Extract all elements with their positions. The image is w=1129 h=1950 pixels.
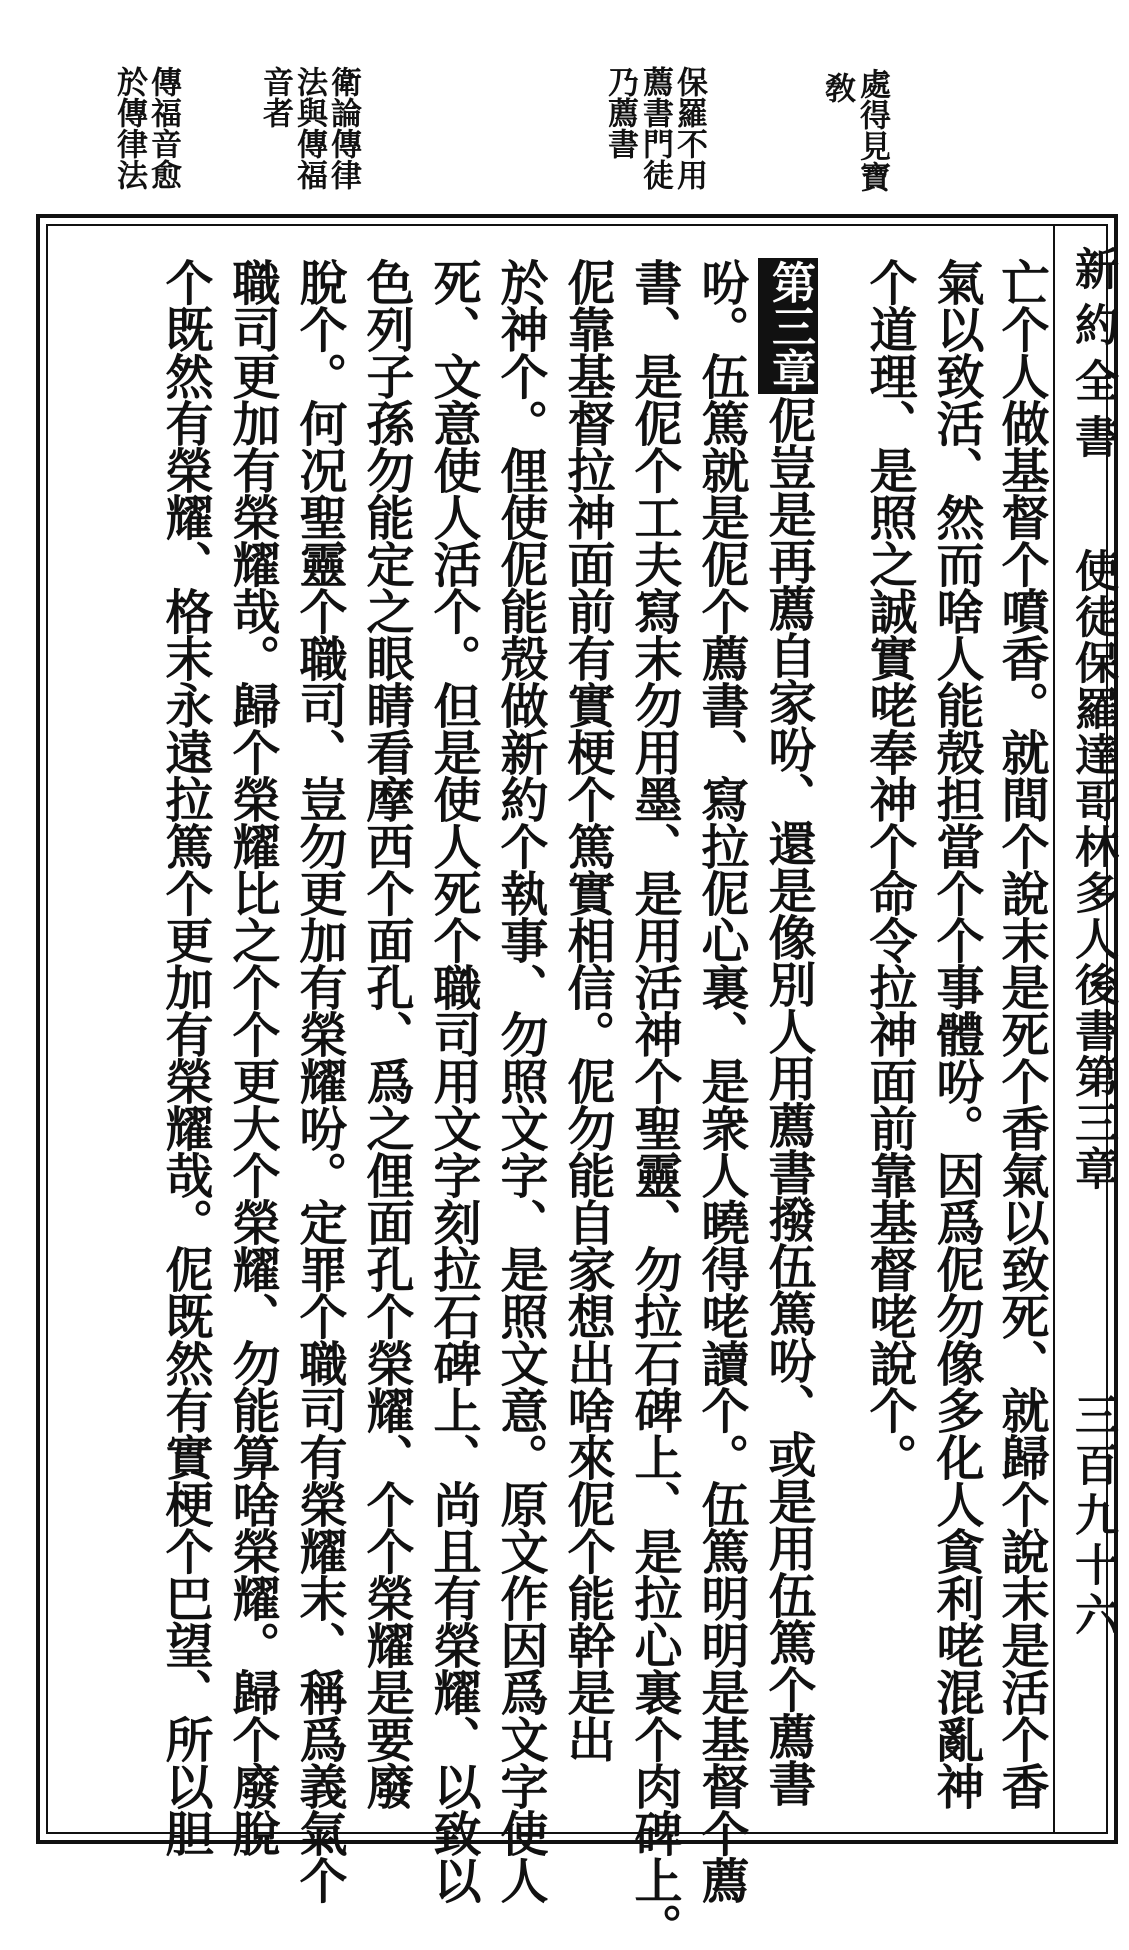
margin-note: 敎 (819, 72, 855, 103)
margin-note: 衛論傳律 (325, 66, 361, 190)
margin-note: 處得見寶 (854, 68, 890, 192)
margin-note: 保羅不用 (671, 66, 707, 190)
text-column: 氣以致活、然而啥人能殻担當个个事體吩。因爲伲勿像多化人貪利咾混亂神 (928, 258, 984, 1809)
margin-note: 音者 (257, 66, 293, 128)
text-column: 脫个。何况聖靈个職司、豈勿更加有榮耀吩。定罪个職司有榮耀末、稱爲義氣个 (291, 258, 347, 1903)
text-column: 色列子孫勿能定之眼睛看摩西个面孔、爲之俚面孔个榮耀、个个榮耀是要廢 (358, 258, 414, 1809)
text-column: 吩。伍篤就是伲个薦書、寫拉伲心裏、是衆人曉得咾讀个。伍篤明明是基督个薦 (693, 258, 749, 1903)
margin-note: 薦書門徒 (637, 66, 673, 190)
header-divider (1053, 226, 1055, 1832)
page-number: 三百九十六 (1067, 1392, 1118, 1642)
text-column: 職司更加有榮耀哉。歸个榮耀比之个个更大个榮耀、勿能算啥榮耀。歸个廢脫 (224, 258, 280, 1856)
margin-note: 傳福音愈 (145, 66, 181, 190)
text-column: 个既然有榮耀、格末永遠拉篤个更加有榮耀哉。伲既然有實梗个巴望、所以胆 (157, 258, 213, 1856)
text-column: 伲靠基督拉神面前有實梗个篤實相信。伲勿能自家想出啥來伲个能幹是出 (559, 258, 615, 1762)
margin-note: 法與傳福 (291, 66, 327, 190)
text-column: 亡个人做基督个噴香。就間个說末是死个香氣以致死、就歸个說末是活个香 (993, 258, 1049, 1809)
book-title: 新約全書 (1067, 246, 1118, 470)
chapter-title: 使徒保羅達哥林多人後書第三章 (1067, 548, 1118, 1192)
chapter-marker: 第三章 (758, 258, 818, 394)
margin-note: 乃薦書 (602, 66, 638, 159)
text-column: 死、文意使人活个。但是使人死个職司用文字刻拉石碑上、尚且有榮耀、以致以 (425, 258, 481, 1903)
text-column: 書、是伲个工夫寫末勿用墨、是用活神个聖靈、勿拉石碑上、是拉心裏个肉碑上。 (626, 258, 682, 1950)
text-column: 个道理、是照之誠實咾奉神个命令拉神面前靠基督咾說个。 (861, 258, 917, 1480)
text-column: 伲豈是再薦自家吩、還是像別人用薦書撥伍篤吩、或是用伍篤个薦書 (760, 396, 816, 1806)
margin-note: 於傳律法 (111, 66, 147, 190)
text-column: 於神个。俚使伲能殻做新約个執事、勿照文字、是照文意。原文作因爲文字使人 (492, 258, 548, 1903)
